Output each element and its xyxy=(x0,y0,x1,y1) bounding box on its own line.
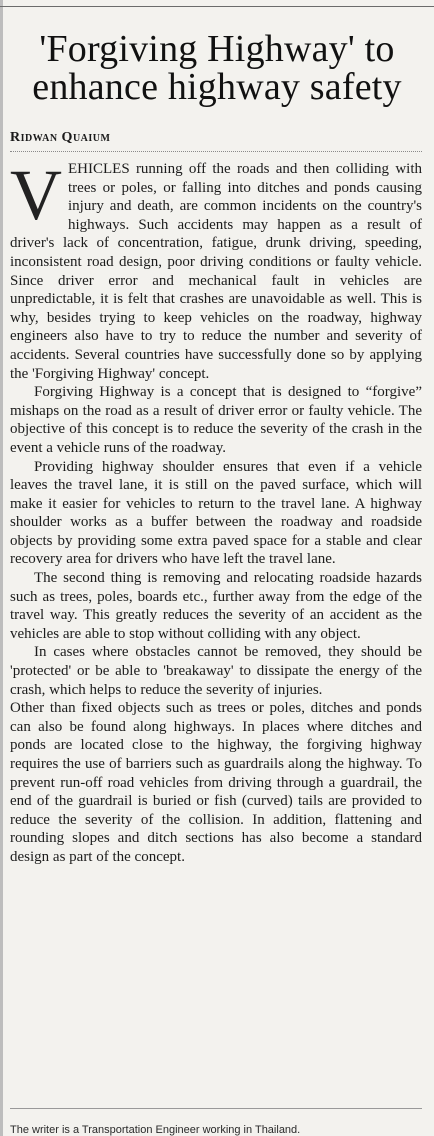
drop-cap: V xyxy=(10,155,62,235)
paragraph-1 xyxy=(10,155,422,383)
byline-divider xyxy=(10,151,422,152)
paragraph-5: In cases where obstacles cannot be removed, they should be 'protected' or be able to 'breakaway' to dissipate the energy of the crash, which helps to reduce the severity of injuries. xyxy=(10,644,422,698)
top-rule xyxy=(0,6,434,7)
article-body xyxy=(10,155,422,867)
page-edge xyxy=(0,0,3,1136)
author-note: The writer is a Transportation Engineer working in Thailand. xyxy=(10,1124,301,1136)
paragraph-6: Other than fixed objects such as trees or poles, ditches and ponds can also be found along highways. In places where ditches and ponds are located close to the highway, the forgiving highway requires the use of barriers such as guardrails along the highway. To prevent run-off road vehicles from driving through a guardrail, the end of the guardrail is buried or fish (curved) tails are provided to reduce the severity of the collision. In addition, flattening and rounding slopes and ditch sections has also become a standard design as part of the concept. xyxy=(10,700,422,865)
paragraph-4: The second thing is removing and relocating roadside hazards such as trees, poles, boards etc., further away from the edge of the travel way. This greatly reduces the severity of an accident as the vehicles are able to stop without colliding with any object. xyxy=(10,570,422,642)
paragraph-3: Providing highway shoulder ensures that even if a vehicle leaves the travel lane, it is still on the paved surface, which will make it easier for vehicles to return to the travel lane. A highway shoulder works as a buffer between the roadway and roadside objects by providing some extra paved space for a stable and clear recovery area for drivers who have left the travel lane. xyxy=(10,458,422,568)
article-headline: 'Forgiving Highway' to enhance highway safety xyxy=(32,28,402,108)
lead-in-word: EHICLES xyxy=(68,161,130,177)
paragraph-2: Forgiving Highway is a concept that is designed to “forgive” mishaps on the road as a result of driver error or faulty vehicle. The objective of this concept is to reduce the severity of the crash in the event a vehicle runs of the roadway. xyxy=(10,384,422,456)
article-byline: Ridwan Quaium xyxy=(10,130,111,145)
paragraph-1-text: EHICLES running off the roads and then colliding with trees or poles, or falling into ditches and ponds causing injury and death, are common incidents on the country's highways. Such accidents may happen as a result of driver's lack of concentration, fatigue, drunk driving, speeding, inconsistent road design, poor driving conditions or faulty vehicle. Since driver error and mechanical fault in vehicles are unpredictable, it is felt that crashes are unavoidable as well. This is why, besides trying to keep vehicles on the roadway, highway engineers also have to try to reduce the number and severity of accidents. Several countries have successfully done so by applying the 'Forgiving Highway' concept. xyxy=(10,161,422,382)
footer-divider xyxy=(10,1108,422,1109)
